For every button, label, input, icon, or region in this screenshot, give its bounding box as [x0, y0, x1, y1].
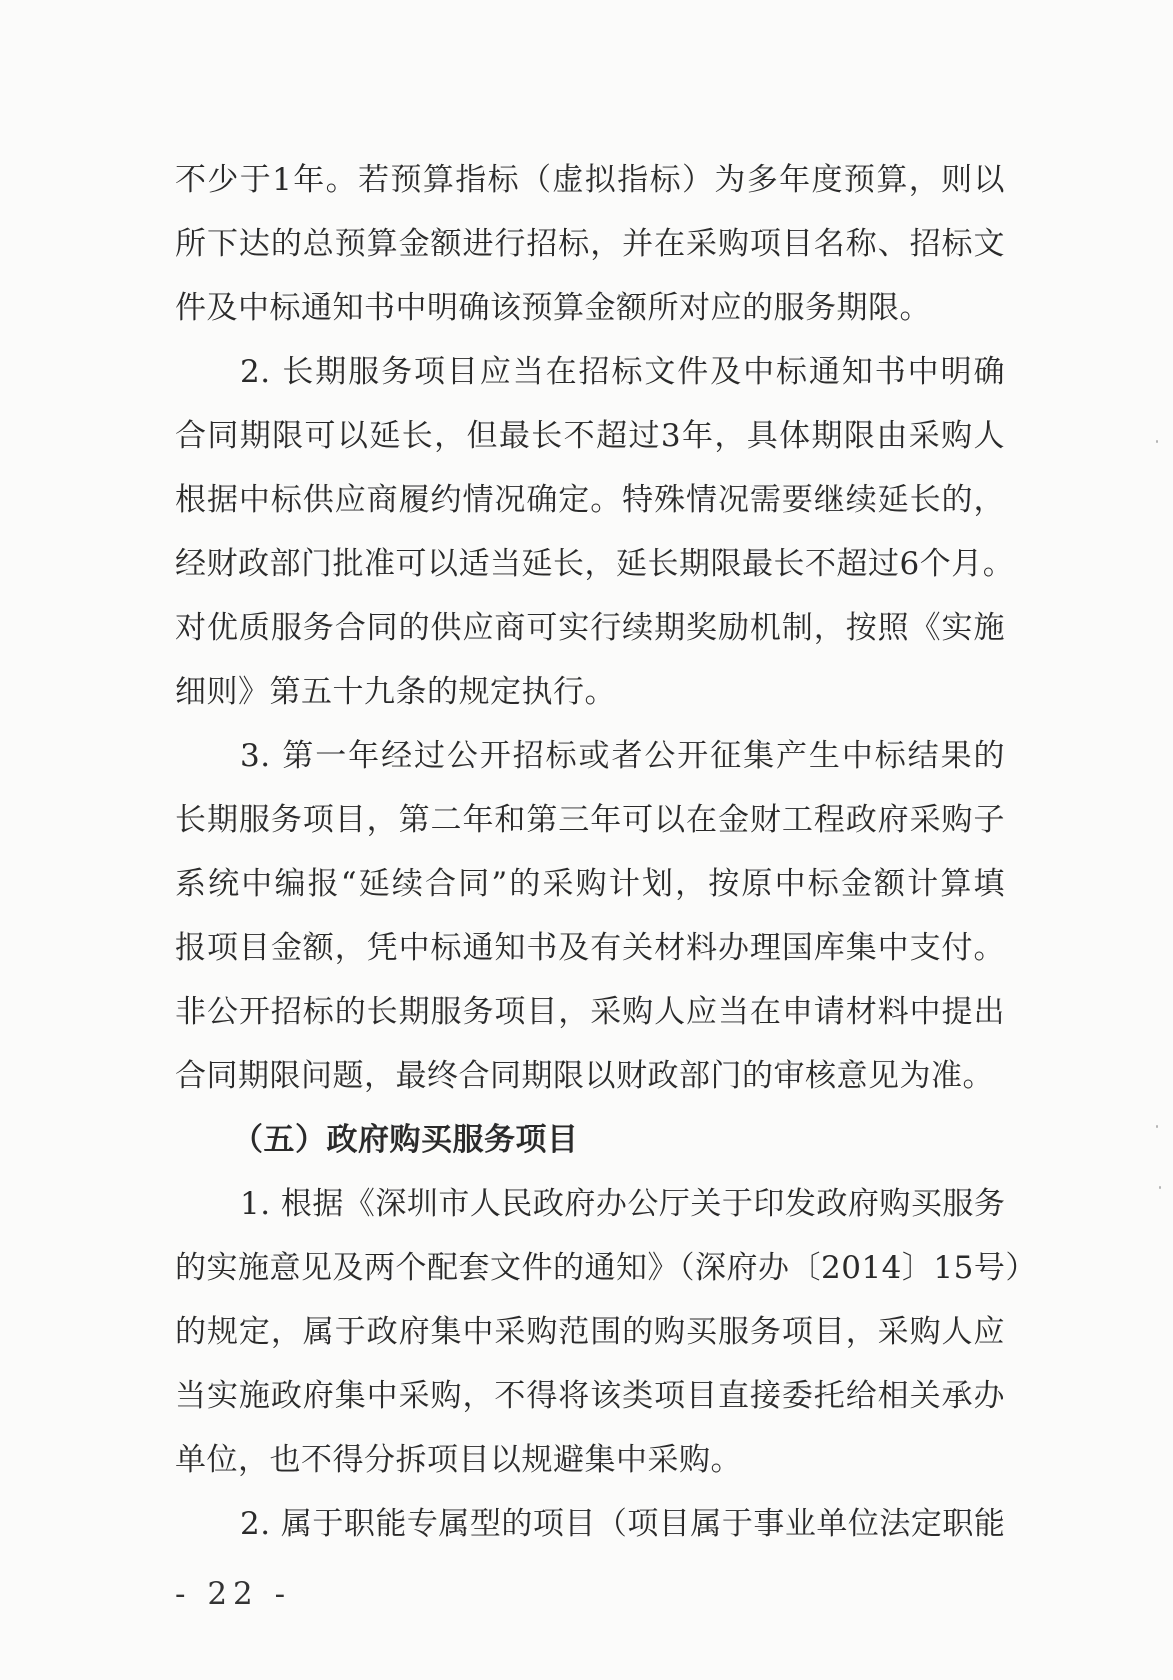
- text-line-18: 的实施意见及两个配套文件的通知》（深府办〔2014〕15号）: [175, 1250, 1037, 1286]
- text-line-7: 经财政部门批准可以适当延长，延长期限最长不超过6个月。: [175, 546, 1015, 582]
- text-line-19: 的规定，属于政府集中采购范围的购买服务项目，采购人应: [175, 1314, 1005, 1350]
- text-line-1: 不少于1年。若预算指标（虚拟指标）为多年度预算，则以: [175, 162, 1005, 198]
- section-heading: （五）政府购买服务项目: [232, 1122, 579, 1158]
- text-line-21: 单位，也不得分拆项目以规避集中采购。: [175, 1442, 742, 1478]
- text-line-11: 长期服务项目，第二年和第三年可以在金财工程政府采购子: [175, 802, 1005, 838]
- text-line-6: 根据中标供应商履约情况确定。特殊情况需要继续延长的，: [175, 482, 1005, 518]
- text-line-8: 对优质服务合同的供应商可实行续期奖励机制，按照《实施: [175, 610, 1005, 646]
- text-line-12: 系统中编报“延续合同”的采购计划，按原中标金额计算填: [175, 866, 1005, 902]
- scan-speck: [1156, 440, 1158, 443]
- text-line-17: 1. 根据《深圳市人民政府办公厅关于印发政府购买服务: [240, 1186, 1006, 1222]
- text-line-4: 2. 长期服务项目应当在招标文件及中标通知书中明确: [240, 354, 1005, 390]
- text-line-5: 合同期限可以延长，但最长不超过3年，具体期限由采购人: [175, 418, 1005, 454]
- text-line-9: 细则》第五十九条的规定执行。: [175, 674, 616, 710]
- text-line-3: 件及中标通知书中明确该预算金额所对应的服务期限。: [175, 290, 931, 326]
- page-number: - 22 -: [175, 1576, 292, 1612]
- text-line-10: 3. 第一年经过公开招标或者公开征集产生中标结果的: [240, 738, 1005, 774]
- text-line-13: 报项目金额，凭中标通知书及有关材料办理国库集中支付。: [175, 930, 1005, 966]
- scan-speck: [1156, 1125, 1158, 1128]
- text-line-22: 2. 属于职能专属型的项目（项目属于事业单位法定职能: [240, 1506, 1006, 1542]
- scan-speck: [1159, 1186, 1161, 1189]
- text-line-20: 当实施政府集中采购，不得将该类项目直接委托给相关承办: [175, 1378, 1005, 1414]
- text-line-2: 所下达的总预算金额进行招标，并在采购项目名称、招标文: [175, 226, 1005, 262]
- text-line-15: 合同期限问题，最终合同期限以财政部门的审核意见为准。: [175, 1058, 994, 1094]
- text-line-14: 非公开招标的长期服务项目，采购人应当在申请材料中提出: [175, 994, 1005, 1030]
